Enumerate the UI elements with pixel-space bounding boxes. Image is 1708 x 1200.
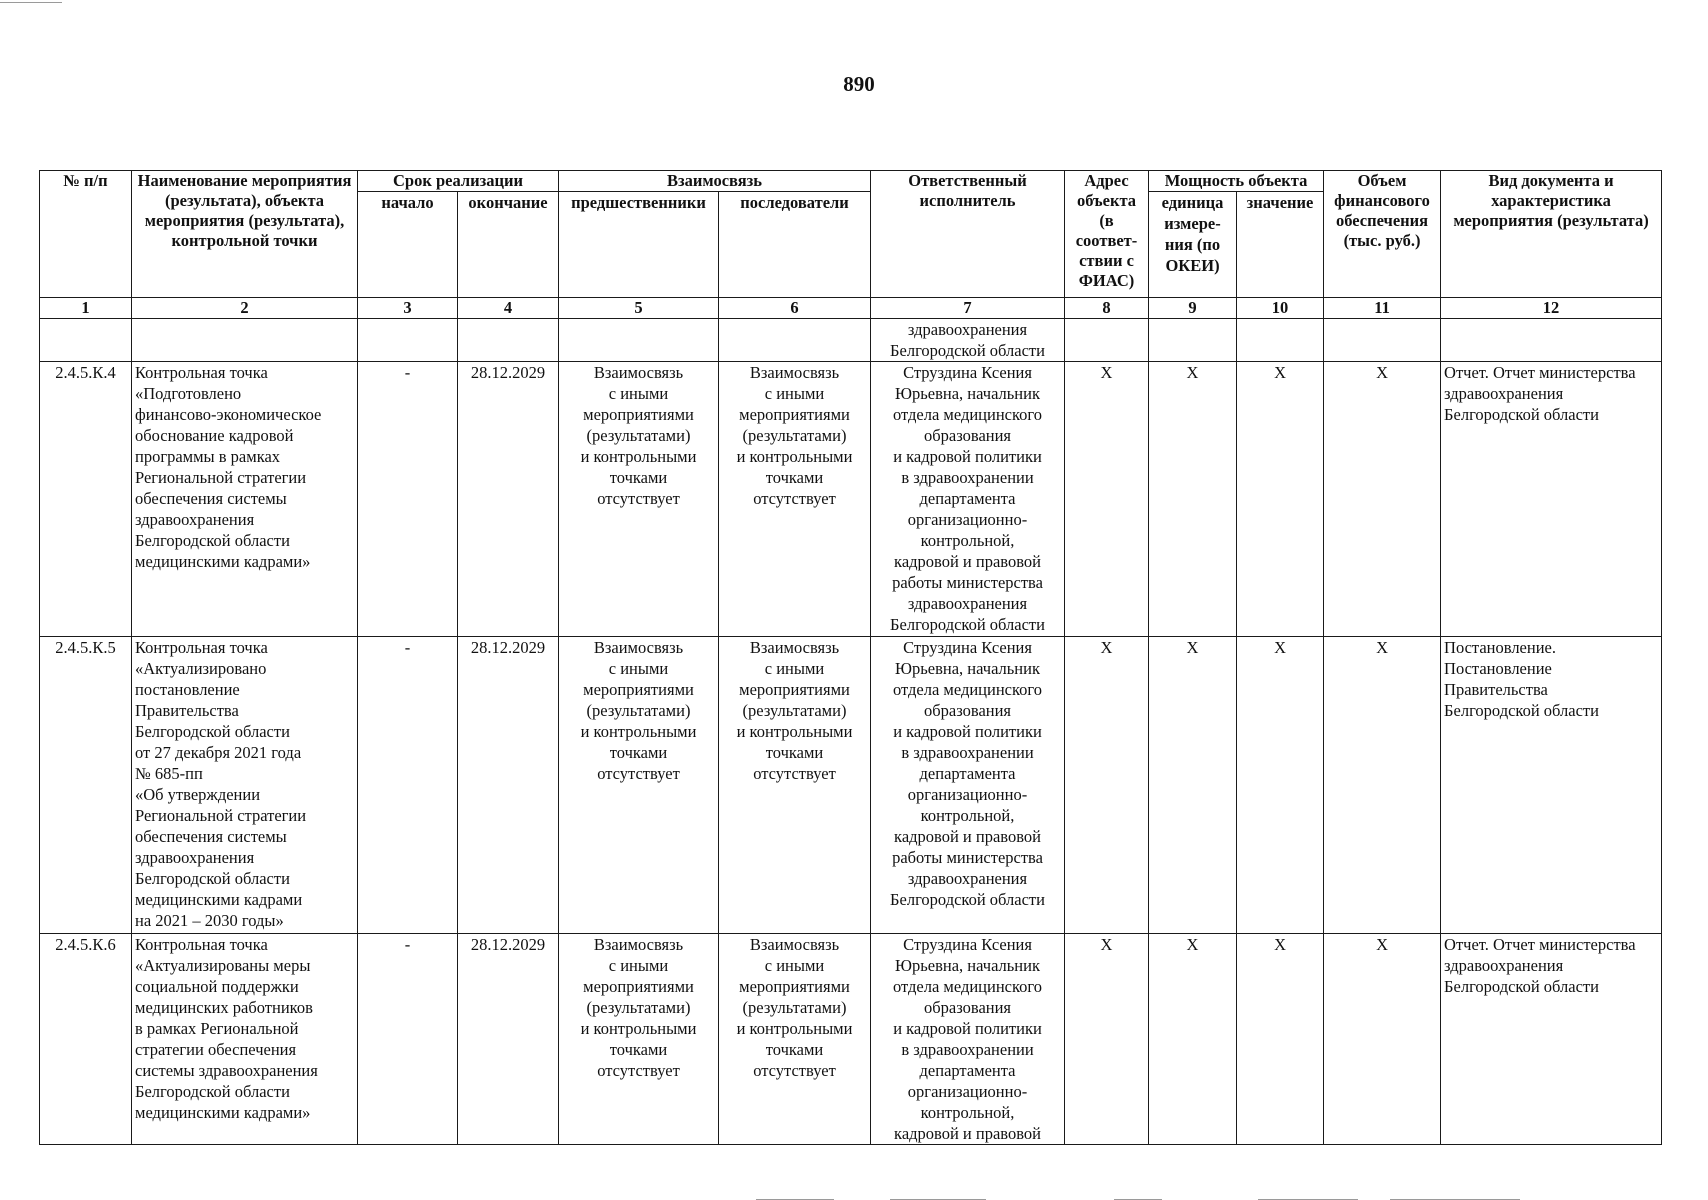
header-start: начало	[358, 192, 458, 298]
cell-unit: X	[1149, 934, 1237, 1145]
page-number: 890	[843, 72, 875, 96]
column-number: 5	[559, 298, 719, 319]
cell-empty	[132, 319, 358, 362]
cell-successors: Взаимосвязь с иными мероприятиями (результатами) и контрольными точками отсутствует	[719, 362, 871, 637]
header-capacity-group: Мощность объекта	[1149, 171, 1324, 192]
column-number: 3	[358, 298, 458, 319]
cell-empty	[458, 319, 559, 362]
column-numbers-row	[40, 298, 1662, 319]
cell-value: X	[1237, 362, 1324, 637]
cell-empty	[358, 319, 458, 362]
schedule-table-container	[39, 170, 1661, 1145]
cell-responsible: здравоохранения Белгородской области	[871, 319, 1065, 362]
header-link-group: Взаимосвязь	[559, 171, 871, 192]
cell-empty	[1324, 319, 1441, 362]
column-number: 4	[458, 298, 559, 319]
cell-responsible: Струздина Ксения Юрьевна, начальник отдела медицинского образования и кадровой политики в здравоохранении департамента организационно- контрольной, кадровой и правовой работы министерства здравоохранения Белгородской области	[871, 362, 1065, 637]
cell-name: Контрольная точка «Актуализированы меры социальной поддержки медицинских работников в рамках Региональной стратегии обеспечения системы здравоохранения Белгородской области медицинскими кадрами»	[132, 934, 358, 1145]
header-predecessors: предшественники	[559, 192, 719, 298]
header-value: значение	[1237, 192, 1324, 298]
cell-responsible: Струздина Ксения Юрьевна, начальник отдела медицинского образования и кадровой политики в здравоохранении департамента организационно- контрольной, кадровой и правовой работы министерства здравоохранения Белгородской области	[871, 637, 1065, 934]
cell-doc-type: Постановление. Постановление Правительства Белгородской области	[1441, 637, 1662, 934]
cell-address: X	[1065, 362, 1149, 637]
cell-unit: X	[1149, 362, 1237, 637]
column-number: 7	[871, 298, 1065, 319]
cell-empty	[1237, 319, 1324, 362]
cell-name: Контрольная точка «Актуализировано постановление Правительства Белгородской области от 27 декабря 2021 года № 685-пп «Об утверждении Региональной стратегии обеспечения системы здравоохранения Белгородской области медицинскими кадрами на 2021 – 2030 годы»	[132, 637, 358, 934]
header-end: окончание	[458, 192, 559, 298]
header-address: Адрес объекта (в соответ- ствии с ФИАС)	[1065, 171, 1149, 298]
cell-doc-type: Отчет. Отчет министерства здравоохранения Белгородской области	[1441, 934, 1662, 1145]
cell-empty	[1441, 319, 1662, 362]
table-row	[40, 637, 1662, 934]
cell-empty	[1149, 319, 1237, 362]
column-number: 11	[1324, 298, 1441, 319]
header-no: № п/п	[40, 171, 132, 298]
cell-unit: X	[1149, 637, 1237, 934]
cell-empty	[559, 319, 719, 362]
cell-end: 28.12.2029	[458, 362, 559, 637]
column-number: 12	[1441, 298, 1662, 319]
cell-predecessors: Взаимосвязь с иными мероприятиями (результатами) и контрольными точками отсутствует	[559, 362, 719, 637]
cell-start: -	[358, 934, 458, 1145]
header-term-group: Срок реализации	[358, 171, 559, 192]
column-number: 1	[40, 298, 132, 319]
scan-artifact	[0, 2, 62, 3]
table-row	[40, 362, 1662, 637]
cell-responsible: Струздина Ксения Юрьевна, начальник отдела медицинского образования и кадровой политики в здравоохранении департамента организационно- контрольной, кадровой и правовой	[871, 934, 1065, 1145]
cell-value: X	[1237, 637, 1324, 934]
schedule-table	[39, 170, 1662, 1145]
column-number: 8	[1065, 298, 1149, 319]
continuation-row	[40, 319, 1662, 362]
cell-finance: X	[1324, 362, 1441, 637]
cell-empty	[40, 319, 132, 362]
cell-address: X	[1065, 637, 1149, 934]
cell-successors: Взаимосвязь с иными мероприятиями (результатами) и контрольными точками отсутствует	[719, 934, 871, 1145]
header-doc-type: Вид документа и характеристика мероприятия (результата)	[1441, 171, 1662, 298]
header-successors: последователи	[719, 192, 871, 298]
cell-finance: X	[1324, 934, 1441, 1145]
cell-no: 2.4.5.К.5	[40, 637, 132, 934]
cell-no: 2.4.5.К.4	[40, 362, 132, 637]
header-name: Наименование мероприятия (результата), объекта мероприятия (результата), контрольной точки	[132, 171, 358, 298]
cell-start: -	[358, 637, 458, 934]
column-number: 2	[132, 298, 358, 319]
column-number: 6	[719, 298, 871, 319]
cell-no: 2.4.5.К.6	[40, 934, 132, 1145]
header-finance: Объем финансового обеспечения (тыс. руб.)	[1324, 171, 1441, 298]
column-number: 10	[1237, 298, 1324, 319]
cell-predecessors: Взаимосвязь с иными мероприятиями (результатами) и контрольными точками отсутствует	[559, 934, 719, 1145]
cell-address: X	[1065, 934, 1149, 1145]
cell-empty	[719, 319, 871, 362]
cell-predecessors: Взаимосвязь с иными мероприятиями (результатами) и контрольными точками отсутствует	[559, 637, 719, 934]
cell-empty	[1065, 319, 1149, 362]
cell-successors: Взаимосвязь с иными мероприятиями (результатами) и контрольными точками отсутствует	[719, 637, 871, 934]
table-header	[40, 171, 1662, 319]
header-unit: единица измере- ния (по ОКЕИ)	[1149, 192, 1237, 298]
cell-end: 28.12.2029	[458, 637, 559, 934]
cell-value: X	[1237, 934, 1324, 1145]
cell-doc-type: Отчет. Отчет министерства здравоохранения Белгородской области	[1441, 362, 1662, 637]
header-responsible: Ответственный исполнитель	[871, 171, 1065, 298]
cell-finance: X	[1324, 637, 1441, 934]
cell-start: -	[358, 362, 458, 637]
column-number: 9	[1149, 298, 1237, 319]
table-row	[40, 934, 1662, 1145]
cell-end: 28.12.2029	[458, 934, 559, 1145]
cell-name: Контрольная точка «Подготовлено финансово-экономическое обоснование кадровой программы в рамках Региональной стратегии обеспечения системы здравоохранения Белгородской области медицинскими кадрами»	[132, 362, 358, 637]
